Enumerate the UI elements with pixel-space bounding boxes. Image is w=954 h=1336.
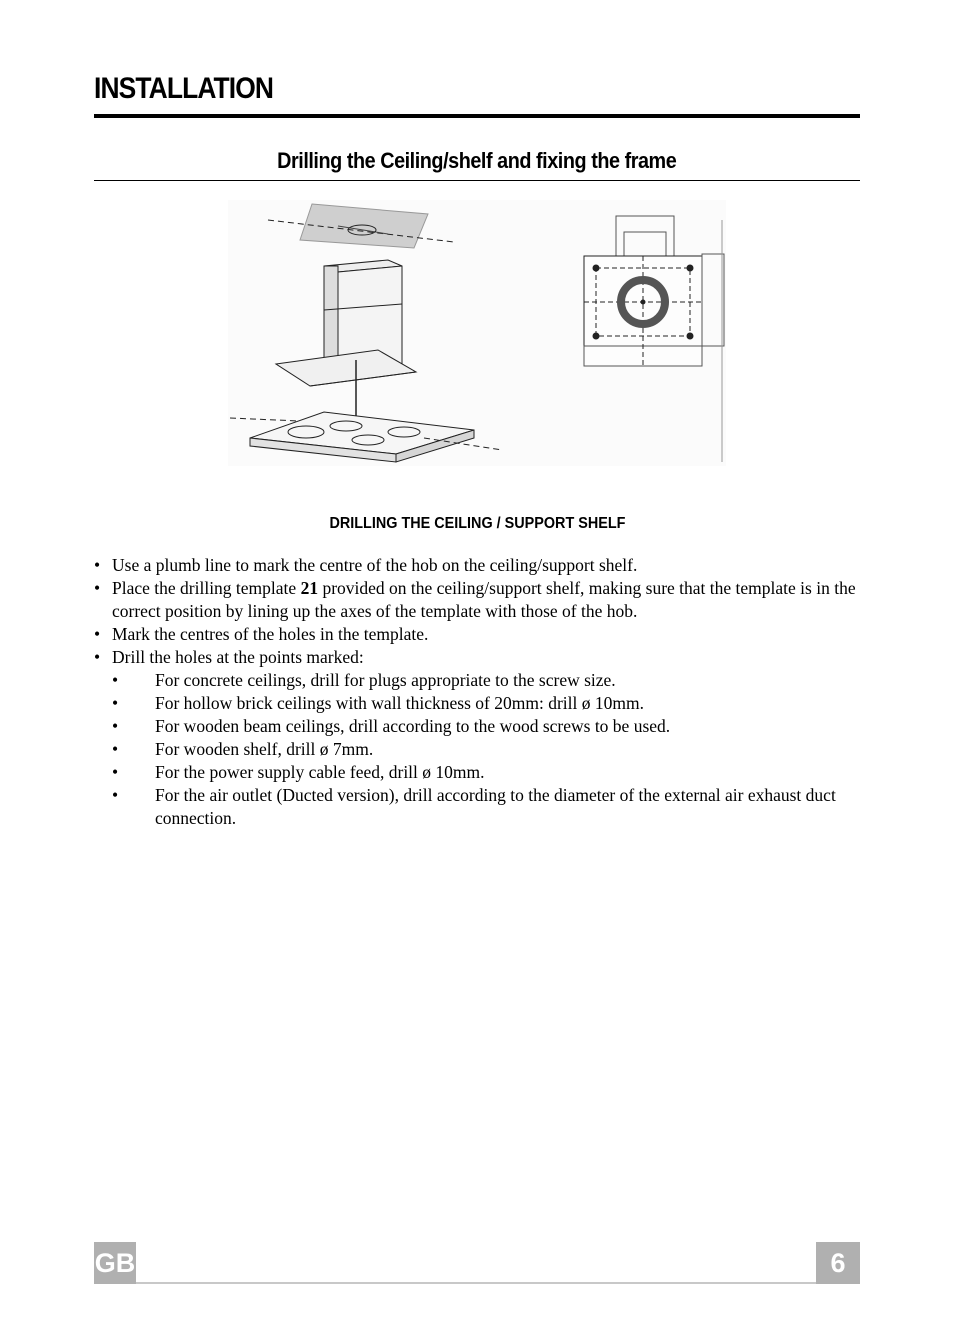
sub-instruction-item: • For the power supply cable feed, drill ø 10mm. <box>94 761 860 784</box>
drilling-sub-list <box>94 669 860 830</box>
sub-instruction-item: • For concrete ceilings, drill for plugs appropriate to the screw size. <box>94 669 860 692</box>
template-number: 21 <box>300 578 319 598</box>
instruction-text: Place the drilling template <box>112 578 301 598</box>
sub-instruction-item: • For wooden shelf, drill ø 7mm. <box>94 738 860 761</box>
sub-instruction-item: • For the air outlet (Ducted version), drill according to the diameter of the external air exhaust duct connection. <box>94 784 860 830</box>
instruction-item: • Use a plumb line to mark the centre of the hob on the ceiling/support shelf. <box>94 554 860 577</box>
figure-caption <box>94 515 860 533</box>
instruction-list <box>94 554 860 669</box>
sub-instruction-item: • For hollow brick ceilings with wall thickness of 20mm: drill ø 10mm. <box>94 692 860 715</box>
section-title <box>94 148 860 174</box>
page-number: 6 <box>816 1242 860 1284</box>
instruction-item: • Mark the centres of the holes in the template. <box>94 623 860 646</box>
footer-rule <box>136 1282 816 1284</box>
sub-instruction-item: • For wooden beam ceilings, drill according to the wood screws to be used. <box>94 715 860 738</box>
section-rule <box>94 180 860 181</box>
instruction-text: provided on the ceiling/support shelf, making sure that the template is in the correct position by lining up the axes of the template with those of the hob. <box>112 578 856 621</box>
figure-caption-text: DRILLING THE CEILING / SUPPORT SHELF <box>328 515 626 532</box>
title-rule <box>94 114 860 118</box>
instruction-item: • Drill the holes at the points marked: <box>94 646 860 669</box>
instructions <box>94 554 860 830</box>
instruction-item <box>94 577 860 623</box>
page-title: INSTALLATION <box>94 72 274 105</box>
installation-diagram <box>228 200 726 466</box>
section-title-text: Drilling the Ceiling/shelf and fixing the frame <box>277 148 677 173</box>
language-badge: GB <box>94 1242 136 1284</box>
